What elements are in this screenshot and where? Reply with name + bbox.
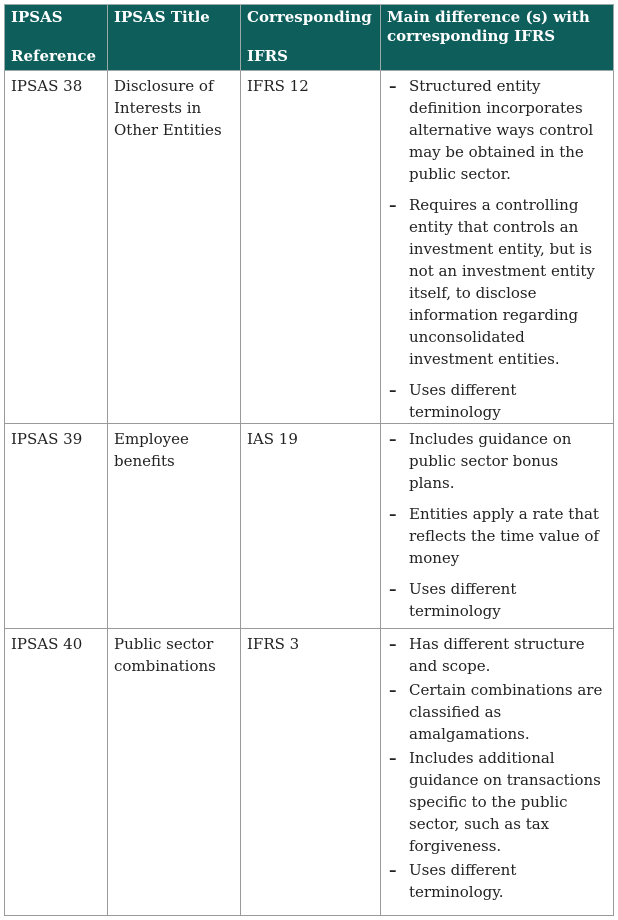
difference-item: – Includes additional guidance on transactions specific to the public sector, such as tax forgiveness. [385, 747, 607, 857]
table-row [5, 629, 614, 916]
table-row [5, 71, 614, 424]
cell-ipsas-title: Employee benefits [108, 424, 241, 629]
difference-item: – Uses different terminology [385, 578, 607, 622]
ipsas-ifrs-comparison-table [4, 4, 614, 916]
difference-item: – Uses different terminology. [385, 859, 607, 903]
table-header [5, 5, 614, 71]
header-ipsas-title: IPSAS Title [108, 5, 241, 71]
difference-list [385, 428, 607, 622]
difference-list [385, 75, 607, 423]
cell-ipsas-title: Public sector combinations [108, 629, 241, 916]
cell-main-differences [381, 71, 614, 424]
header-corresponding-ifrs: Corresponding IFRS [241, 5, 381, 71]
difference-item: – Includes guidance on public sector bonus plans. [385, 428, 607, 494]
table-row [5, 424, 614, 629]
cell-corresponding-ifrs: IAS 19 [241, 424, 381, 629]
header-ipsas-reference: IPSAS Reference [5, 5, 108, 71]
difference-item: – Entities apply a rate that reflects the time value of money [385, 503, 607, 569]
header-row [5, 5, 614, 71]
difference-item: – Structured entity definition incorporates alternative ways control may be obtained in the public sector. [385, 75, 607, 185]
difference-list [385, 633, 607, 903]
header-main-differences: Main difference (s) with corresponding IFRS [381, 5, 614, 71]
cell-main-differences [381, 629, 614, 916]
cell-ipsas-reference: IPSAS 38 [5, 71, 108, 424]
cell-main-differences [381, 424, 614, 629]
difference-item: – Has different structure and scope. [385, 633, 607, 677]
cell-ipsas-reference: IPSAS 40 [5, 629, 108, 916]
cell-corresponding-ifrs: IFRS 3 [241, 629, 381, 916]
cell-ipsas-reference: IPSAS 39 [5, 424, 108, 629]
cell-corresponding-ifrs: IFRS 12 [241, 71, 381, 424]
difference-item: – Certain combinations are classified as amalgamations. [385, 679, 607, 745]
cell-ipsas-title: Disclosure of Interests in Other Entities [108, 71, 241, 424]
difference-item: – Uses different terminology [385, 379, 607, 423]
difference-item: – Requires a controlling entity that controls an investment entity, but is not an investment entity itself, to disclose information regarding unconsolidated investment entities. [385, 194, 607, 370]
